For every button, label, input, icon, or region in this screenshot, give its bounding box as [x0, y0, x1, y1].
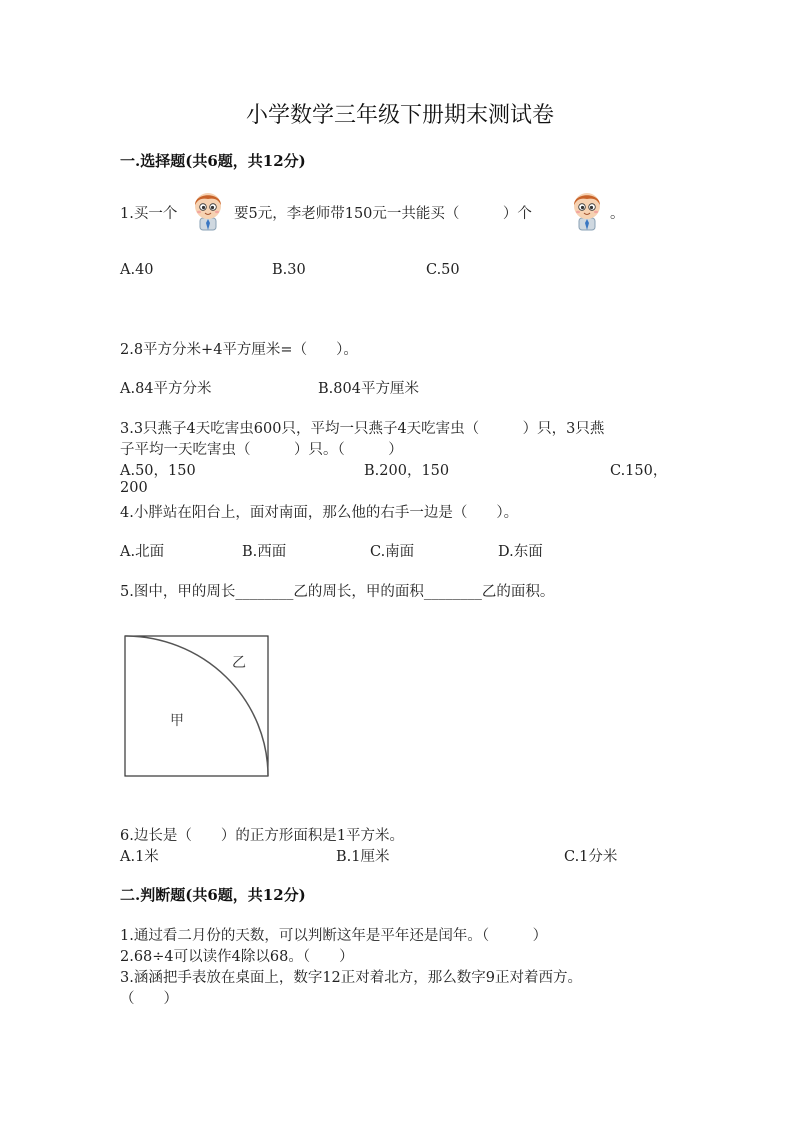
judge-q3-text-line1: 3.涵涵把手表放在桌面上，数字12正对着北方，那么数字9正对着西方。: [120, 970, 583, 986]
q3-option-b: B.200，150: [364, 463, 450, 479]
q4-text: 4.小胖站在阳台上，面对南面，那么他的右手一边是（ ）。: [120, 505, 519, 521]
section-heading-choice: 一.选择题(共6题，共12分): [120, 152, 306, 170]
boy-figure-icon: [569, 190, 605, 232]
page-title: 小学数学三年级下册期末测试卷: [245, 103, 554, 128]
q3-text-line2: 子平均一天吃害虫（ ）只。（ ）: [120, 442, 403, 458]
section-heading-judgement: 二.判断题(共6题，共12分): [120, 886, 306, 904]
q2-option-b: B.804平方厘米: [318, 381, 419, 397]
q5-text: 5.图中，甲的周长________乙的周长，甲的面积________乙的面积。: [120, 584, 555, 600]
judge-q3-text-line2: （ ）: [120, 991, 178, 1007]
q3-option-a: A.50，150: [120, 463, 196, 479]
q6-text: 6.边长是（ ）的正方形面积是1平方米。: [120, 828, 405, 844]
judge-q2-text: 2.68÷4可以读作4除以68。（ ）: [120, 949, 354, 965]
q1-option-b: B.30: [272, 262, 306, 278]
q1-option-a: A.40: [120, 262, 154, 278]
q6-option-b: B.1厘米: [336, 849, 390, 865]
q3-option-c-wrap: 200: [120, 480, 148, 496]
square-quarter-circle-figure: [122, 633, 272, 781]
q1-text-middle: 要5元，李老师带150元一共能买（ ）个: [234, 206, 532, 222]
q3-option-c: C.150，: [610, 463, 668, 479]
boy-figure-icon: [190, 190, 226, 232]
q4-option-b: B.西面: [242, 544, 287, 560]
q2-text: 2.8平方分米+4平方厘米=（ ）。: [120, 342, 358, 358]
q3-text-line1: 3.3只燕子4天吃害虫600只，平均一只燕子4天吃害虫（ ）只，3只燕: [120, 421, 605, 437]
q4-option-c: C.南面: [370, 544, 415, 560]
q1-option-c: C.50: [426, 262, 460, 278]
label-yi: 乙: [232, 655, 246, 671]
judge-q1-text: 1.通过看二月份的天数，可以判断这年是平年还是闰年。（ ）: [120, 928, 548, 944]
q6-option-c: C.1分米: [564, 849, 618, 865]
q4-option-d: D.东面: [498, 544, 543, 560]
q4-option-a: A.北面: [120, 544, 165, 560]
quarter-arc: [125, 636, 268, 776]
q1-text-start: 1.买一个: [120, 206, 178, 222]
q1-text-end: 。: [610, 206, 625, 222]
q6-option-a: A.1米: [120, 849, 159, 865]
label-jia: 甲: [170, 713, 184, 729]
q2-option-a: A.84平方分米: [120, 381, 212, 397]
square-outline: [125, 636, 268, 776]
